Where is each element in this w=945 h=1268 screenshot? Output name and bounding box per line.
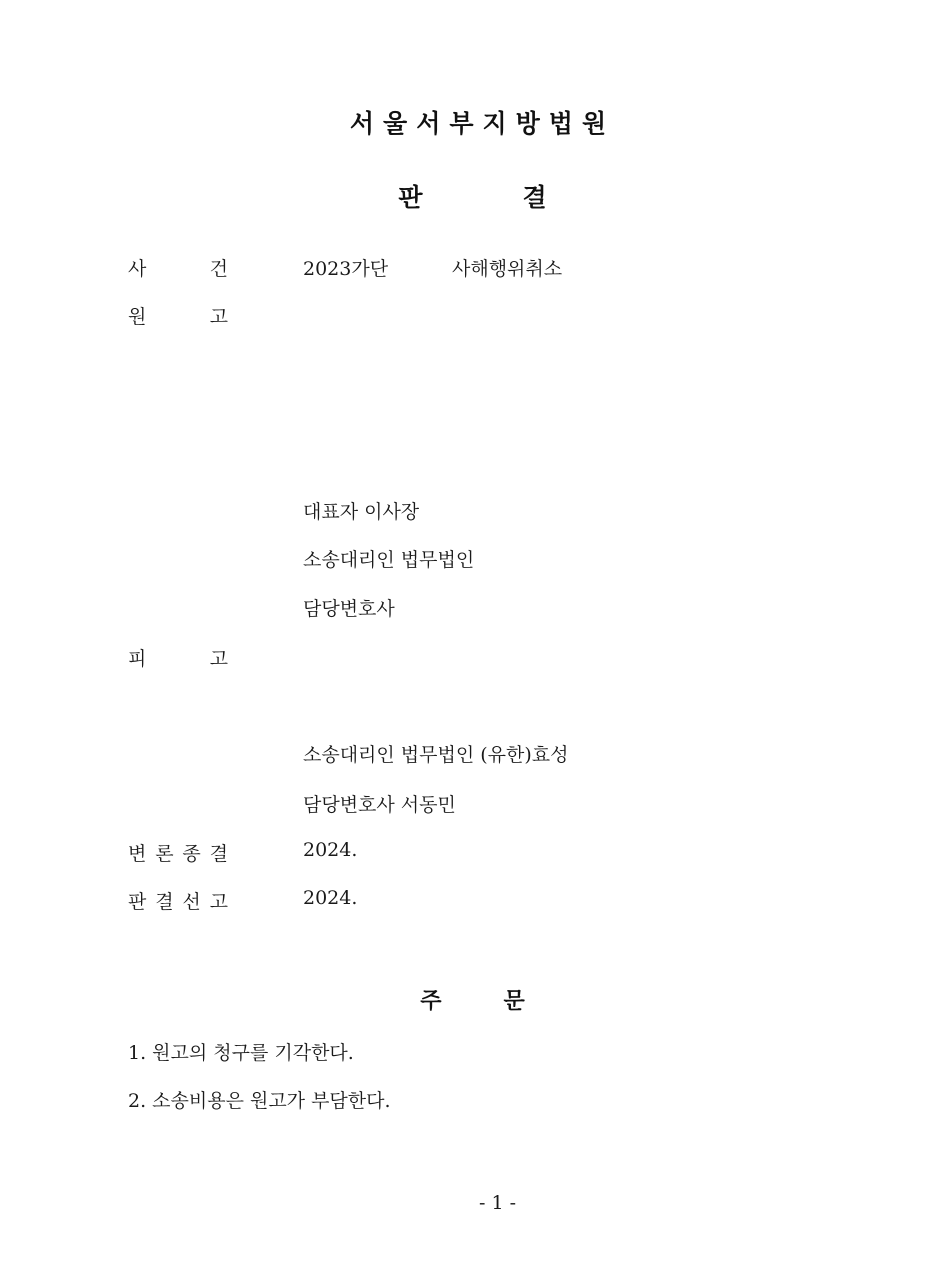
- ruling-title-left: 주: [420, 989, 442, 1014]
- judgment-label-char: 고: [209, 891, 228, 913]
- defendant-attorney: 담당변호사 서동민: [303, 794, 456, 816]
- plaintiff-attorney: 담당변호사: [303, 598, 395, 620]
- case-label: [128, 254, 228, 281]
- plaintiff-label-char: 고: [209, 306, 228, 328]
- document-title-right: 결: [522, 183, 547, 212]
- judgment-label: [128, 887, 228, 914]
- plaintiff-representative: 대표자 이사장: [303, 501, 420, 523]
- defendant-label-char: 고: [209, 648, 228, 670]
- ruling-title: [0, 984, 945, 1015]
- ruling-item: 1. 원고의 청구를 기각한다.: [128, 1042, 354, 1064]
- plaintiff-counsel: 소송대리인 법무법인: [303, 549, 475, 571]
- case-name: 사해행위취소: [452, 258, 563, 280]
- ruling-title-right: 문: [503, 989, 525, 1014]
- judgment-label-char: 결: [155, 891, 174, 913]
- document-title: [0, 178, 945, 214]
- defendant-label: [128, 644, 228, 671]
- closing-date: 2024.: [303, 839, 358, 861]
- defendant-label-char: 피: [128, 648, 147, 670]
- plaintiff-label-char: 원: [128, 306, 147, 328]
- closing-label-char: 변: [128, 843, 147, 865]
- case-label-char: 건: [209, 258, 228, 280]
- judgment-label-char: 선: [182, 891, 201, 913]
- defendant-counsel: 소송대리인 법무법인 (유한)효성: [303, 744, 569, 766]
- page-number: - 1 -: [478, 1192, 516, 1214]
- ruling-item: 2. 소송비용은 원고가 부담한다.: [128, 1090, 391, 1112]
- plaintiff-label: [128, 302, 228, 329]
- document-title-left: 판: [398, 183, 423, 212]
- case-number: 2023가단: [303, 258, 389, 280]
- closing-label: [128, 839, 228, 866]
- judgment-date: 2024.: [303, 887, 358, 909]
- case-label-char: 사: [128, 258, 147, 280]
- closing-label-char: 결: [209, 843, 228, 865]
- closing-label-char: 론: [155, 843, 174, 865]
- judgment-label-char: 판: [128, 891, 147, 913]
- court-name: 서울서부지방법원: [349, 109, 616, 138]
- closing-label-char: 종: [182, 843, 201, 865]
